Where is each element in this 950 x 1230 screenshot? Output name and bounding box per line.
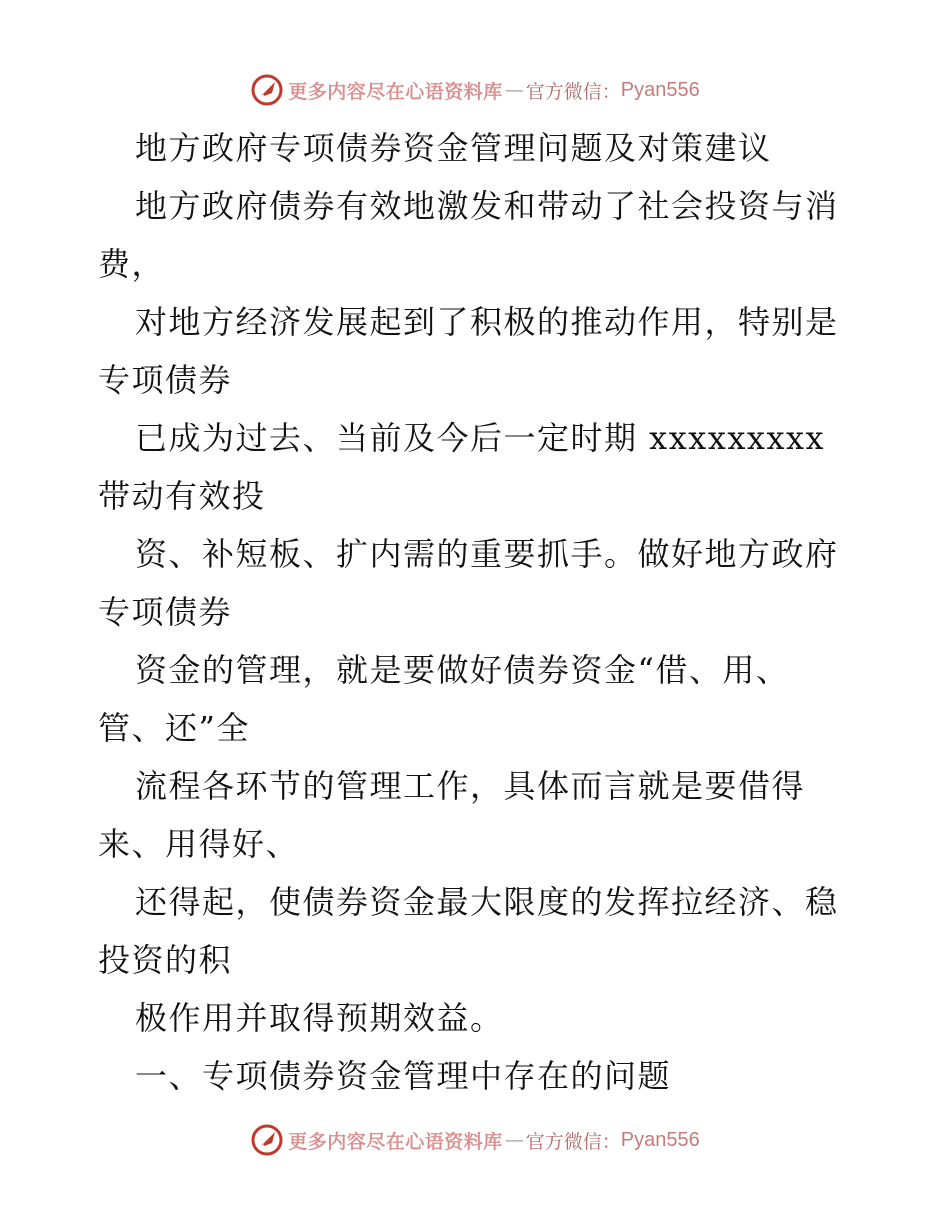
paragraph-line: 还得起，使债券资金最大限度的发挥拉经济、稳 bbox=[135, 883, 839, 921]
paragraph-line: 已成为过去、当前及今后一定时期 xxxxxxxxx bbox=[135, 419, 826, 457]
quill-pen-logo-icon bbox=[250, 73, 284, 107]
document-title: 地方政府专项债券资金管理问题及对策建议 bbox=[135, 129, 772, 167]
paragraph-line: 资、补短板、扩内需的重要抓手。做好地方政府 bbox=[135, 535, 839, 573]
watermark-site-text: 更多内容尽在心语资料库 bbox=[288, 1130, 503, 1153]
watermark-wechat-label: 官方微信： bbox=[525, 80, 621, 103]
paragraph-line: 管、还”全 bbox=[98, 709, 250, 747]
quill-pen-logo-icon bbox=[250, 1123, 284, 1157]
paragraph-line: 来、用得好、 bbox=[98, 825, 300, 863]
paragraph-line: 对地方经济发展起到了积极的推动作用，特别是 bbox=[135, 303, 839, 341]
paragraph-line: 投资的积 bbox=[98, 941, 233, 979]
paragraph-line: 极作用并取得预期效益。 bbox=[135, 999, 504, 1037]
header-watermark bbox=[0, 70, 950, 110]
watermark-wechat-label: 官方微信： bbox=[525, 1130, 621, 1153]
watermark-wechat-id: Pyan556 bbox=[620, 1128, 700, 1151]
paragraph-line: 专项债券 bbox=[98, 361, 233, 399]
section-heading: 一、专项债券资金管理中存在的问题 bbox=[135, 1057, 672, 1095]
paragraph-line: 专项债券 bbox=[98, 593, 233, 631]
watermark-dash: — bbox=[504, 79, 524, 101]
watermark-site-text: 更多内容尽在心语资料库 bbox=[288, 80, 503, 103]
watermark-dash: — bbox=[504, 1129, 524, 1151]
paragraph-line: 费， bbox=[98, 245, 166, 283]
paragraph-line: 资金的管理，就是要做好债券资金“借、用、 bbox=[135, 651, 790, 689]
footer-watermark bbox=[0, 1120, 950, 1160]
paragraph-line: 流程各环节的管理工作，具体而言就是要借得 bbox=[135, 767, 806, 805]
paragraph-line: 地方政府债券有效地激发和带动了社会投资与消 bbox=[135, 187, 839, 225]
watermark-wechat-id: Pyan556 bbox=[620, 78, 700, 101]
paragraph-line: 带动有效投 bbox=[98, 477, 266, 515]
